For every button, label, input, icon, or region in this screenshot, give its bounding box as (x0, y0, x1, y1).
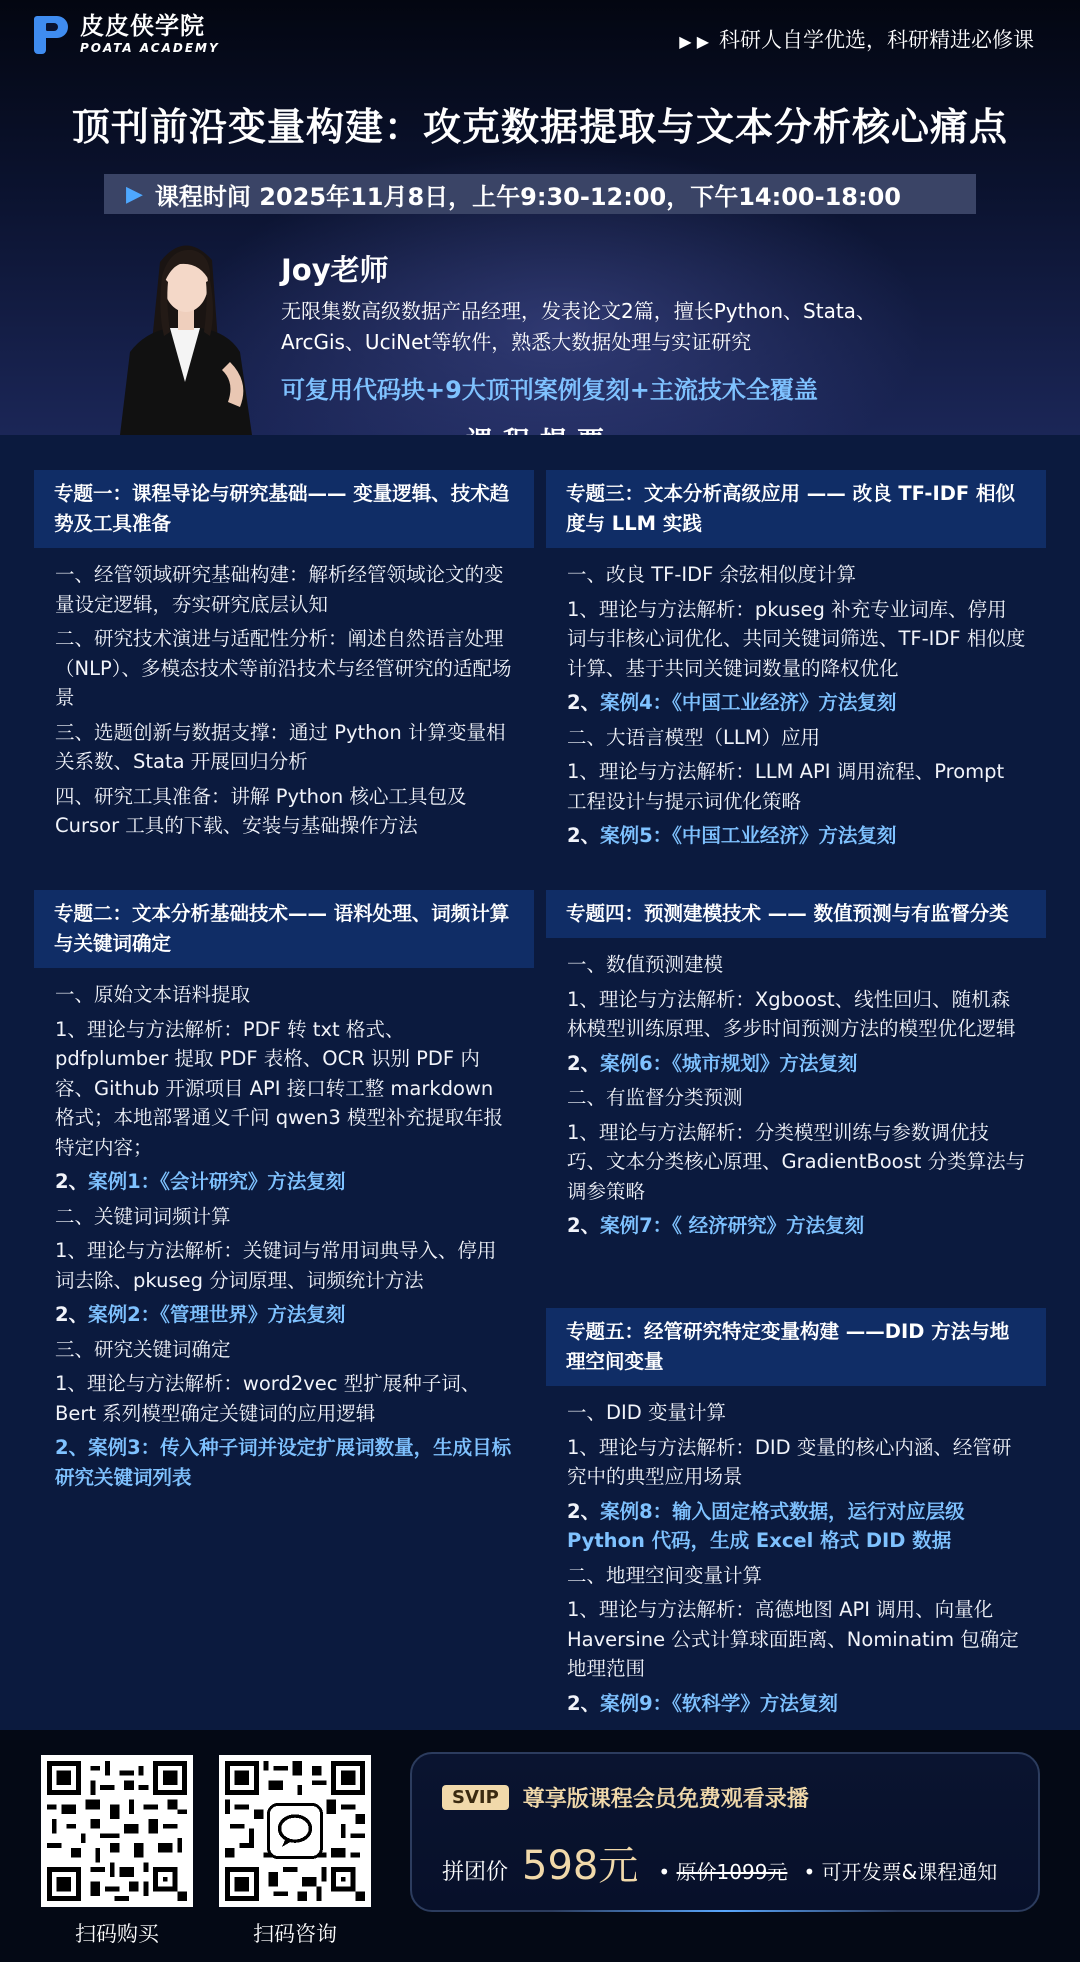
topic-title: 专题一：课程导论与研究基础—— 变量逻辑、技术趋势及工具准备 (34, 470, 534, 548)
list-item: 一、原始文本语料提取 (55, 983, 251, 1006)
topic-title: 专题二：文本分析基础技术—— 语料处理、词频计算与关键词确定 (34, 890, 534, 968)
double-play-icon: ▶ ▶ (679, 32, 709, 51)
tagline (679, 24, 1034, 54)
case-item: 2、案例6：《城市规划》方法复刻 (567, 1051, 858, 1075)
list-item: 1、理论与方法解析：word2vec 型扩展种子词、Bert 系列模型确定关键词的应用逻辑 (55, 1372, 481, 1425)
topic-card-1 (34, 470, 534, 846)
group-price: 598元 (522, 1843, 639, 1889)
pricing-card[interactable] (410, 1752, 1040, 1912)
logo-p-icon (34, 14, 74, 54)
list-item: 1、理论与方法解析：关键词与常用词典导入、停用词去除、pkuseg 分词原理、词频统计方法 (55, 1239, 497, 1292)
qr-consult-label: 扫码咨询 (253, 1922, 337, 1946)
list-item: 1、理论与方法解析：LLM API 调用流程、Prompt 工程设计与提示词优化策略 (567, 760, 1005, 813)
case-item: 2、案例4：《中国工业经济》方法复刻 (567, 691, 897, 714)
teacher-highlight: 可复用代码块+9大顶刊案例复刻+主流技术全覆盖 (281, 376, 818, 404)
topic-card-5 (546, 1308, 1046, 1723)
case-item: 2、案例1：《会计研究》方法复刻 (55, 1170, 346, 1193)
brand-name-en: POATA ACADEMY (80, 41, 220, 55)
list-item: 三、选题创新与数据支撑：通过 Python 计算变量相关系数、Stata 开展回归分析 (55, 720, 506, 773)
list-item: 三、研究关键词确定 (55, 1337, 231, 1361)
list-item: 二、地理空间变量计算 (567, 1563, 763, 1587)
case-item: 2、案例3：传入种子词并设定扩展词数量，生成目标研究关键词列表 (55, 1436, 512, 1489)
case-item: 2、案例5：《中国工业经济》方法复刻 (567, 824, 897, 847)
list-item: 1、理论与方法解析：pkuseg 补充专业词库、停用词与非核心词优化、共同关键词筛选、TF-IDF 相似度计算、基于共同关键词数量的降权优化 (567, 597, 1026, 680)
list-item: 1、理论与方法解析：Xgboost、线性回归、随机森林模型训练原理、多步时间预测方法的模型优化逻辑 (567, 987, 1016, 1040)
price-row (442, 1834, 997, 1891)
qr-code-buy[interactable] (41, 1755, 193, 1907)
list-item: 1、理论与方法解析：PDF 转 txt 格式、pdfplumber 提取 PDF 表格、OCR 识别 PDF 内容、Github 开源项目 API 接口转工整 markdown 格式；本地部署通义千问 qwen3 模型补充提取年报特定内容； (55, 1017, 503, 1159)
list-item: 一、DID 变量计算 (567, 1401, 726, 1424)
topic-card-4 (546, 890, 1046, 1246)
course-outline (0, 435, 1080, 1730)
list-item: 1、理论与方法解析：DID 变量的核心内涵、经管研究中的典型应用场景 (567, 1435, 1012, 1488)
list-item: 二、研究技术演进与适配性分析：阐述自然语言处理（NLP）、多模态技术等前沿技术与经管研究的适配场景 (55, 627, 512, 709)
invoice-note: • 可开发票&课程通知 (803, 1860, 998, 1884)
header-banner (0, 0, 1080, 435)
topic-card-2 (34, 890, 534, 1497)
qr-buy-label: 扫码购买 (75, 1922, 159, 1946)
teacher-name: Joy老师 (281, 253, 389, 287)
original-price: • 原价1099元 (658, 1860, 788, 1884)
play-icon: ▶ (126, 181, 143, 207)
case-item: 2、案例7：《 经济研究》方法复刻 (567, 1214, 865, 1237)
topic-title: 专题五：经管研究特定变量构建 ——DID 方法与地理空间变量 (546, 1308, 1046, 1386)
brand-name-cn: 皮皮侠学院 (80, 12, 205, 40)
case-item: 2、案例8：输入固定格式数据，运行对应层级 Python 代码，生成 Excel 格式 DID 数据 (567, 1499, 965, 1552)
topic-card-3 (546, 470, 1046, 856)
qr-code-consult[interactable] (219, 1755, 371, 1907)
group-price-label: 拼团价 (442, 1860, 509, 1885)
list-item: 二、大语言模型（LLM）应用 (567, 725, 821, 749)
list-item: 二、有监督分类预测 (567, 1086, 743, 1109)
case-item: 2、案例9：《软科学》方法复刻 (567, 1691, 838, 1715)
brand-logo (34, 14, 220, 54)
schedule-bar (104, 174, 976, 214)
list-item: 1、理论与方法解析：分类模型训练与参数调优技巧、文本分类核心原理、GradientBoost 分类算法与调参策略 (567, 1120, 1026, 1203)
qr-buy-icon (47, 1761, 187, 1901)
svip-benefit: 尊享版课程会员免费观看录播 (522, 1787, 809, 1812)
case-item: 2、案例2：《管理世界》方法复刻 (55, 1303, 346, 1326)
teacher-desc-line: ArcGis、UciNet等软件，熟悉大数据处理与实证研究 (281, 330, 752, 354)
qr-consult-icon (225, 1761, 365, 1901)
teacher-portrait (100, 232, 270, 435)
teacher-desc-line: 无限集数高级数据产品经理，发表论文2篇，擅长Python、Stata、 (281, 299, 876, 323)
list-item: 一、数值预测建模 (567, 953, 724, 976)
list-item: 1、理论与方法解析：高德地图 API 调用、向量化 Haversine 公式计算球面距离、Nominatim 包确定地理范围 (567, 1598, 1019, 1680)
list-item: 四、研究工具准备：讲解 Python 核心工具包及 Cursor 工具的下载、安装与基础操作方法 (55, 784, 467, 837)
svip-row (442, 1782, 809, 1813)
tagline-text: 科研人自学优选，科研精进必修课 (719, 28, 1034, 52)
list-item: 一、改良 TF-IDF 余弦相似度计算 (567, 563, 857, 586)
topic-title: 专题四：预测建模技术 —— 数值预测与有监督分类 (546, 890, 1046, 938)
page-title: 顶刊前沿变量构建：攻克数据提取与文本分析核心痛点 (71, 105, 1008, 149)
topic-title: 专题三：文本分析高级应用 —— 改良 TF-IDF 相似度与 LLM 实践 (546, 470, 1046, 548)
list-item: 一、经管领域研究基础构建：解析经管领域论文的变量设定逻辑，夯实研究底层认知 (55, 563, 504, 616)
list-item: 二、关键词词频计算 (55, 1204, 231, 1228)
glow-line (552, 1910, 898, 1912)
teacher-description (281, 296, 1001, 358)
schedule-text: 课程时间 2025年11月8日，上午9:30-12:00，下午14:00-18:00 (154, 182, 901, 211)
svip-badge: SVIP (442, 1785, 509, 1810)
